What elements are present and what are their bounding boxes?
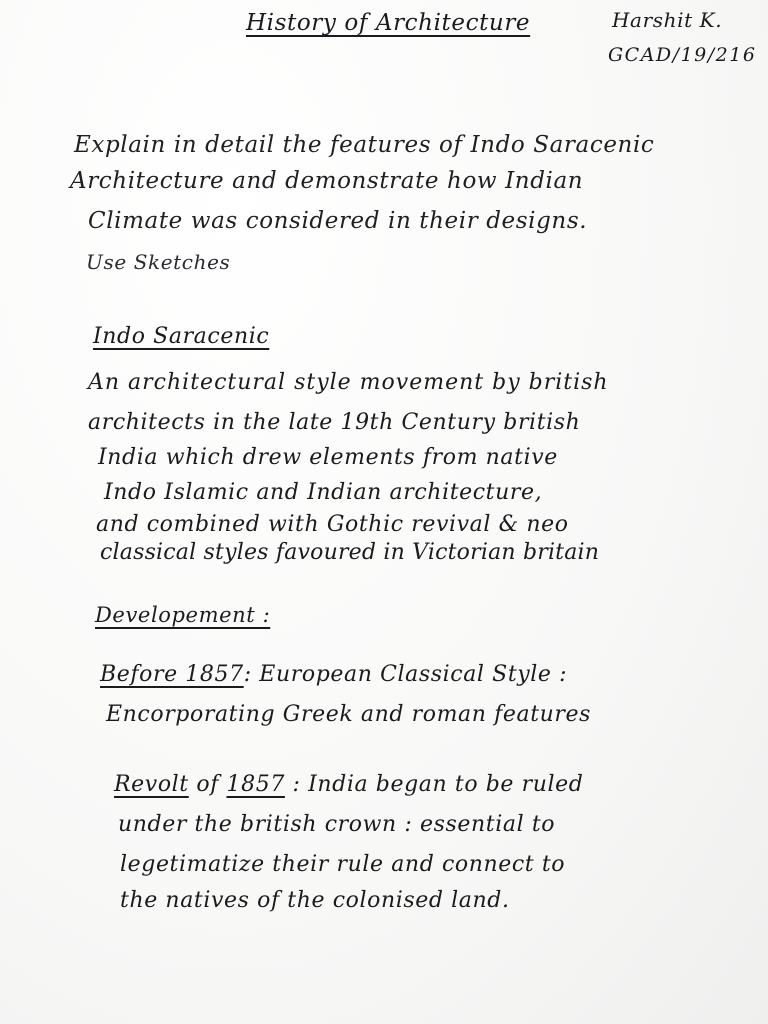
revolt-line: under the british crown : essential to [118,812,556,837]
revolt-line: legetimatize their rule and connect to [120,852,566,877]
paragraph-line: Indo Islamic and Indian architecture, [104,480,543,505]
revolt-year: 1857 [226,772,285,797]
revolt-1857-line [114,772,583,797]
revolt-of: of [188,772,227,797]
section-heading-indo-saracenic: Indo Saracenic [93,324,270,349]
paragraph-line: An architectural style movement by british [88,370,609,395]
before-1857-text: : European Classical Style : [243,662,568,687]
before-1857-line [100,662,567,687]
question-line: Climate was considered in their designs. [88,208,588,234]
question-line: Explain in detail the features of Indo Saracenic [74,132,655,158]
paragraph-line: India which drew elements from native [98,445,558,470]
author-name: Harshit K. [612,8,723,32]
paragraph-line: classical styles favoured in Victorian britain [100,540,600,565]
revolt-label: Revolt [114,772,189,797]
paragraph-line: and combined with Gothic revival & neo [96,512,569,537]
revolt-line: the natives of the colonised land. [120,888,510,913]
before-1857-line-2: Encorporating Greek and roman features [106,702,592,727]
roll-number: GCAD/19/216 [608,44,757,66]
paragraph-line: architects in the late 19th Century british [88,410,581,435]
before-1857-label: Before 1857 [100,662,244,687]
page-title: History of Architecture [246,10,531,36]
section-heading-development: Developement : [95,603,271,627]
revolt-text: : India began to be ruled [284,772,584,797]
question-line: Architecture and demonstrate how Indian [70,168,584,194]
question-line: Use Sketches [86,250,231,274]
